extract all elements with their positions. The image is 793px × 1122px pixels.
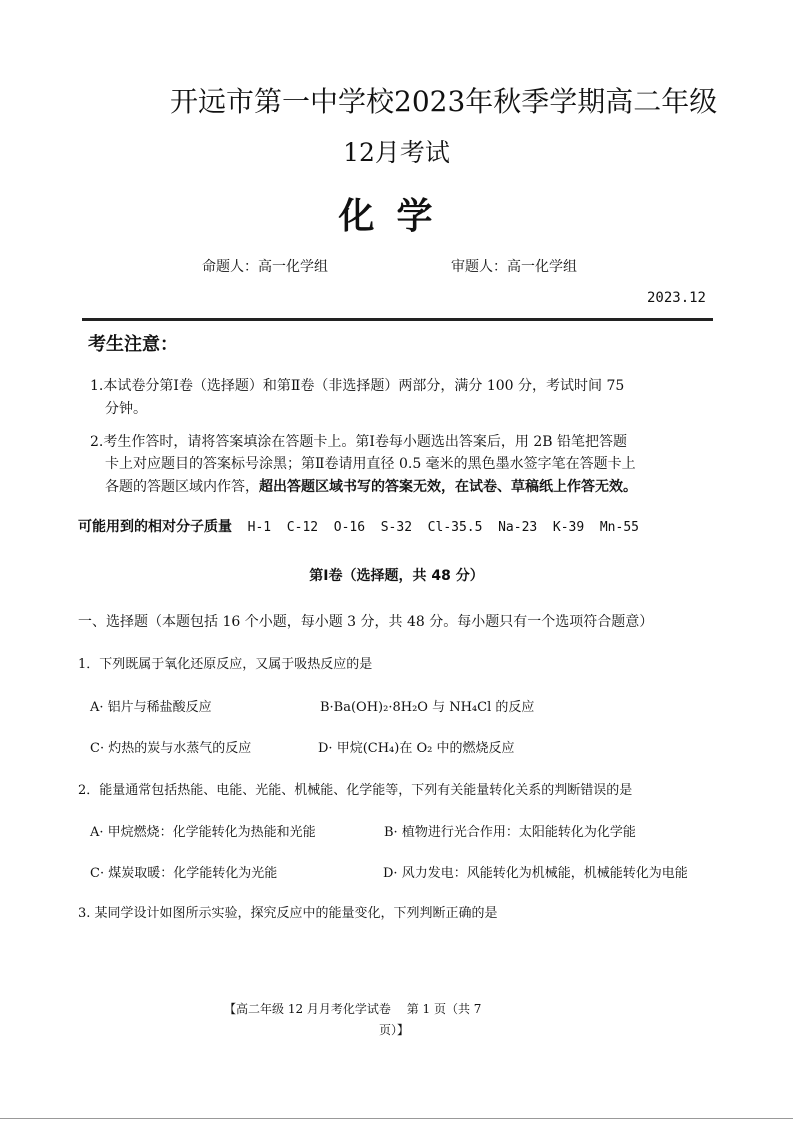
footer-page-info: 【高二年级 12 月月考化学试卷 第 1 页（共 7 [224, 1002, 482, 1016]
q2-option-a: A· 甲烷燃烧：化学能转化为热能和光能 [90, 825, 316, 840]
subject-title: 化学 [338, 196, 455, 237]
notice-item-2-cont2 [105, 476, 637, 496]
notice-item-1: 1.本试卷分第Ⅰ卷（选择题）和第Ⅱ卷（非选择题）两部分，满分 100 分，考试时间 75 [90, 378, 625, 394]
notice-item-1-cont: 分钟。 [105, 401, 147, 417]
reviewer: 审题人：高一化学组 [451, 259, 577, 275]
question-2: 2．能量通常包括热能、电能、光能、机械能、化学能等，下列有关能量转化关系的判断错误的是 [78, 783, 633, 798]
page-bottom-edge [0, 1118, 793, 1119]
exam-subtitle: 12月考试 [343, 138, 450, 167]
exam-date: 2023.12 [646, 290, 706, 306]
question-1: 1．下列既属于氧化还原反应，又属于吸热反应的是 [78, 657, 373, 672]
section-title: 第Ⅰ卷（选择题，共 48 分） [309, 568, 484, 584]
q2-option-c: C· 煤炭取暖：化学能转化为光能 [90, 866, 278, 881]
author: 命题人：高一化学组 [202, 259, 328, 275]
masses-list: H-1 C-12 O-16 S-32 Cl-35.5 Na-23 K-39 Mn-55 [247, 520, 639, 535]
section-instruction: 一、选择题（本题包括 16 个小题，每小题 3 分，共 48 分。每小题只有一个选项符合题意） [78, 614, 654, 630]
notice-item-2: 2.考生作答时，请将答案填涂在答题卡上。第Ⅰ卷每小题选出答案后，用 2B 铅笔把答题 [90, 434, 627, 450]
notice-normal: 各题的答题区域内作答， [105, 479, 259, 495]
relative-masses [78, 516, 639, 536]
notice-item-2-cont: 卡上对应题目的答案标号涂黑；第Ⅱ卷请用直径 0.5 毫米的黑色墨水签字笔在答题卡上 [105, 456, 636, 472]
masses-label: 可能用到的相对分子质量 [78, 519, 232, 535]
q2-option-d: D· 风力发电：风能转化为机械能，机械能转化为电能 [383, 866, 688, 881]
notice-bold: 超出答题区域书写的答案无效，在试卷、草稿纸上作答无效。 [259, 479, 637, 495]
footer-page-info-cont: 页）】 [379, 1023, 410, 1037]
masses-values [232, 520, 639, 535]
q1-option-c: C· 灼热的炭与水蒸气的反应 [90, 741, 252, 756]
exam-title: 开远市第一中学校2023年秋季学期高二年级 [170, 85, 718, 118]
q1-option-b: B·Ba(OH)₂·8H₂O 与 NH₄Cl 的反应 [320, 700, 535, 715]
q2-option-b: B· 植物进行光合作用：太阳能转化为化学能 [384, 825, 636, 840]
question-3: 3. 某同学设计如图所示实验，探究反应中的能量变化，下列判断正确的是 [78, 906, 498, 921]
notice-heading: 考生注意： [88, 334, 178, 355]
divider [82, 318, 713, 321]
q1-option-d: D· 甲烷(CH₄)在 O₂ 中的燃烧反应 [318, 741, 515, 756]
q1-option-a: A· 铝片与稀盐酸反应 [90, 700, 212, 715]
